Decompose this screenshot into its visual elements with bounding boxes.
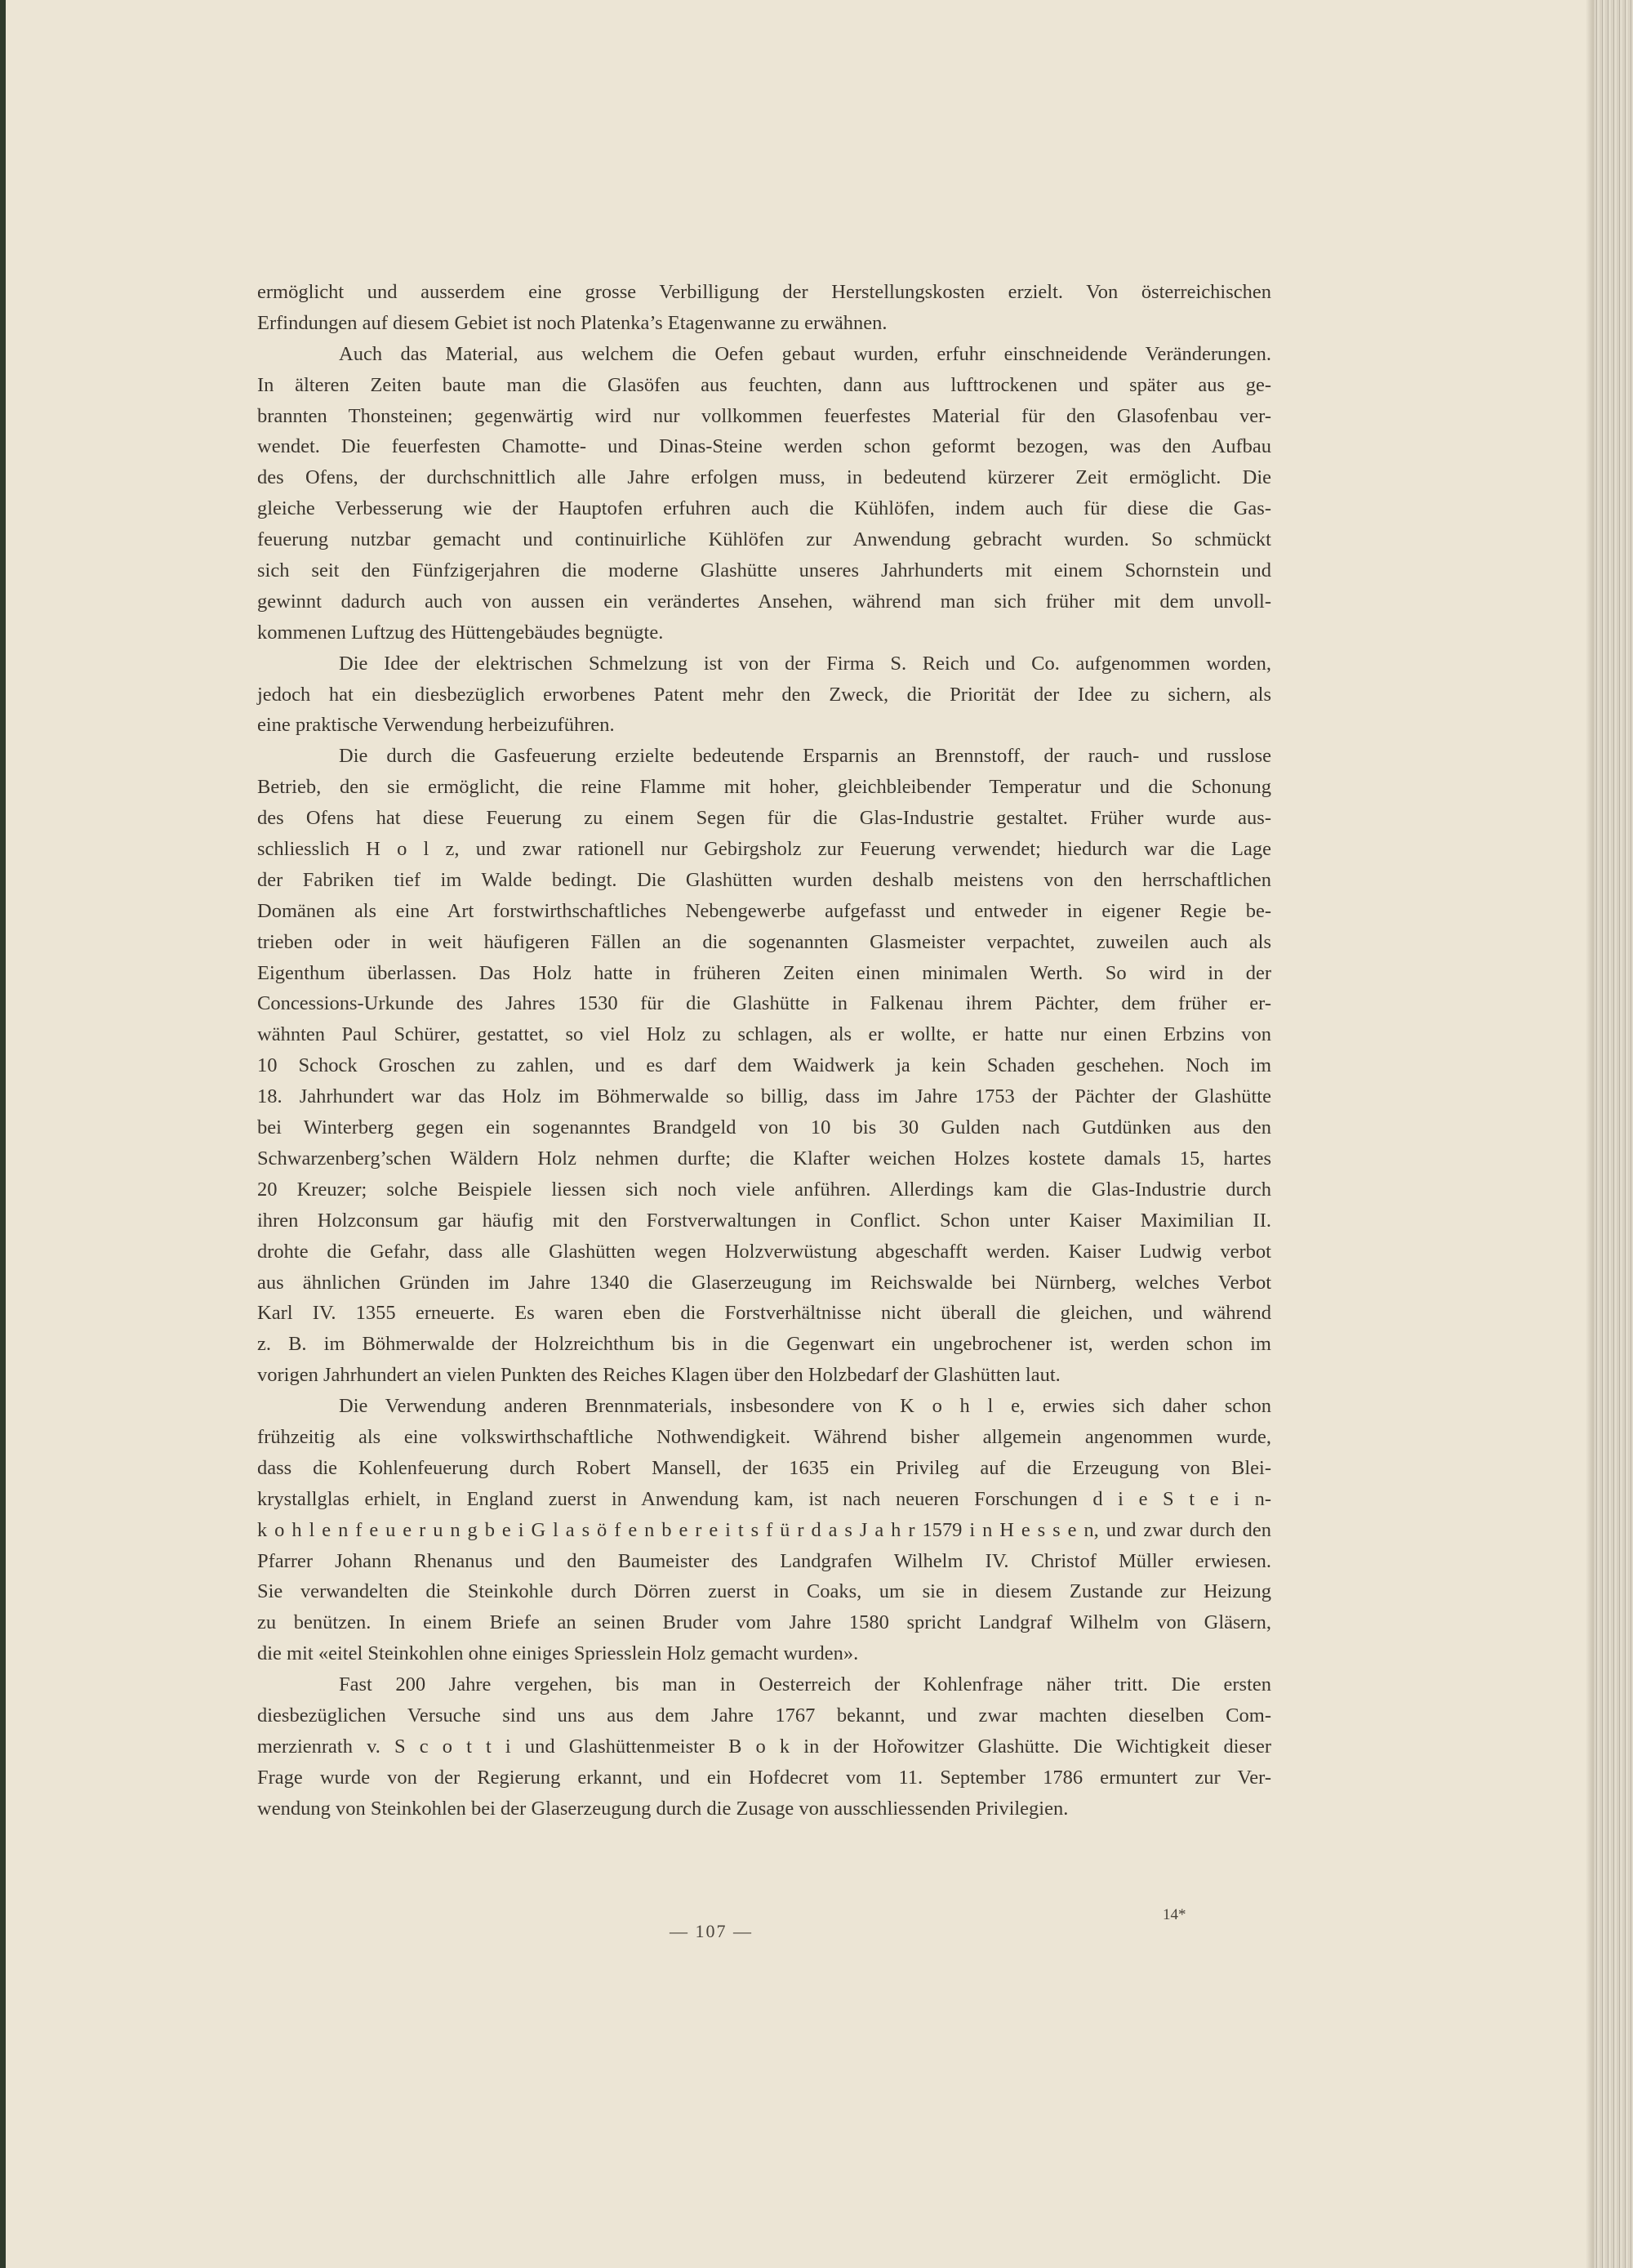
- paragraph: [257, 741, 1271, 1391]
- text-line: bei Winterberg gegen ein sogenanntes Brandgeld von 10 bis 30 Gulden nach Gutdünken aus den: [257, 1116, 1271, 1139]
- text-line: Fast 200 Jahre vergehen, bis man in Oesterreich der Kohlenfrage näher tritt. Die ersten: [339, 1673, 1271, 1696]
- text-line: Auch das Material, aus welchem die Oefen gebaut wurden, erfuhr einschneidende Veränderungen.: [339, 342, 1271, 365]
- text-line: Die Idee der elektrischen Schmelzung ist von der Firma S. Reich und Co. aufgenommen worden,: [339, 652, 1271, 675]
- text-line: 20 Kreuzer; solche Beispiele liessen sich noch viele anführen. Allerdings kam die Glas-Industrie durch: [257, 1178, 1271, 1201]
- text-line: wendet. Die feuerfesten Chamotte- und Dinas-Steine werden schon geformt bezogen, was den Aufbau: [257, 435, 1271, 458]
- text-line: sich seit den Fünfzigerjahren die moderne Glashütte unseres Jahrhunderts mit einem Schornstein und: [257, 559, 1271, 582]
- text-line: des Ofens hat diese Feuerung zu einem Segen für die Glas-Industrie gestaltet. Früher wurde aus-: [257, 807, 1271, 830]
- text-line: merzienrath v. S c o t t i und Glashüttenmeister B o k in der Hořowitzer Glashütte. Die Wichtigkeit dieser: [257, 1735, 1271, 1758]
- text-line: brannten Thonsteinen; gegenwärtig wird nur vollkommen feuerfestes Material für den Glasofenbau ver-: [257, 404, 1271, 427]
- text-line: k o h l e n f e u e r u n g b e i G l a s ö f e n b e r e i t s f ü r d a s J a h r 1579 i n H e s s e n, und zwar durch den: [257, 1518, 1271, 1541]
- text-line: Erfindungen auf diesem Gebiet ist noch Platenka’s Etagenwanne zu erwähnen.: [257, 311, 888, 334]
- text-line: Betrieb, den sie ermöglicht, die reine Flamme mit hoher, gleichbleibender Temperatur und die Schonung: [257, 776, 1271, 799]
- text-line: feuerung nutzbar gemacht und continuirliche Kühlöfen zur Anwendung gebracht wurden. So schmückt: [257, 528, 1271, 551]
- text-line: frühzeitig als eine volkswirthschaftliche Nothwendigkeit. Während bisher allgemein angenommen wurde,: [257, 1425, 1271, 1448]
- text-line: vorigen Jahrhundert an vielen Punkten des Reiches Klagen über den Holzbedarf der Glashütten laut.: [257, 1364, 1061, 1387]
- text-line: eine praktische Verwendung herbeizuführen.: [257, 714, 615, 737]
- paragraph: [257, 1391, 1271, 1669]
- text-line: die mit «eitel Steinkohlen ohne einiges Spriesslein Holz gemacht wurden».: [257, 1642, 859, 1665]
- text-line: Concessions-Urkunde des Jahres 1530 für die Glashütte in Falkenau ihrem Pächter, dem früher er-: [257, 992, 1271, 1015]
- text-line: dass die Kohlenfeuerung durch Robert Mansell, der 1635 ein Privileg auf die Erzeugung von Blei-: [257, 1456, 1271, 1479]
- text-line: Sie verwandelten die Steinkohle durch Dörren zuerst in Coaks, um sie in diesem Zustande zur Heizung: [257, 1580, 1271, 1603]
- text-line: drohte die Gefahr, dass alle Glashütten wegen Holzverwüstung abgeschafft werden. Kaiser Ludwig verbot: [257, 1240, 1271, 1263]
- body-text: [257, 277, 1271, 1825]
- text-line: Frage wurde von der Regierung erkannt, und ein Hofdecret vom 11. September 1786 ermuntert zur Ver-: [257, 1766, 1271, 1789]
- text-line: der Fabriken tief im Walde bedingt. Die Glashütten wurden deshalb meistens von den herrschaftlichen: [257, 868, 1271, 891]
- text-line: gewinnt dadurch auch von aussen ein verändertes Ansehen, während man sich früher mit dem unvoll-: [257, 590, 1271, 613]
- text-line: diesbezüglichen Versuche sind uns aus dem Jahre 1767 bekannt, und zwar machten dieselben Com-: [257, 1704, 1271, 1727]
- text-line: aus ähnlichen Gründen im Jahre 1340 die Glaserzeugung im Reichswalde bei Nürnberg, welches Verbot: [257, 1271, 1271, 1294]
- text-line: Karl IV. 1355 erneuerte. Es waren eben die Forstverhältnisse nicht überall die gleichen, und während: [257, 1302, 1271, 1325]
- paragraph: [257, 648, 1271, 742]
- text-line: wähnten Paul Schürer, gestattet, so viel Holz zu schlagen, als er wollte, er hatte nur einen Erbzins von: [257, 1023, 1271, 1046]
- text-line: 10 Schock Groschen zu zahlen, und es darf dem Waidwerk ja kein Schaden geschehen. Noch im: [257, 1054, 1271, 1077]
- text-line: gleiche Verbesserung wie der Hauptofen erfuhren auch die Kühlöfen, indem auch für diese die Gas-: [257, 497, 1271, 520]
- text-line: des Ofens, der durchschnittlich alle Jahre erfolgen muss, in bedeutend kürzerer Zeit ermöglicht. Die: [257, 466, 1271, 489]
- text-line: Die durch die Gasfeuerung erzielte bedeutende Ersparnis an Brennstoff, der rauch- und russlose: [339, 745, 1271, 768]
- text-line: wendung von Steinkohlen bei der Glaserzeugung durch die Zusage von ausschliessenden Privilegien.: [257, 1797, 1069, 1820]
- paragraph: [257, 277, 1271, 339]
- text-line: zu benützen. In einem Briefe an seinen Bruder vom Jahre 1580 spricht Landgraf Wilhelm von Gläsern,: [257, 1611, 1271, 1634]
- text-line: Domänen als eine Art forstwirthschaftliches Nebengewerbe aufgefasst und entweder in eigener Regie be-: [257, 899, 1271, 922]
- paragraph: [257, 339, 1271, 648]
- text-line: kommenen Luftzug des Hüttengebäudes begnügte.: [257, 621, 664, 644]
- signature-mark: 14*: [1163, 1906, 1186, 1923]
- text-line: Schwarzenberg’schen Wäldern Holz nehmen durfte; die Klafter weichen Holzes kostete damals 15, hartes: [257, 1147, 1271, 1170]
- text-line: ihren Holzconsum gar häufig mit den Forstverwaltungen in Conflict. Schon unter Kaiser Maximilian II.: [257, 1209, 1271, 1232]
- text-line: 18. Jahrhundert war das Holz im Böhmerwalde so billig, dass im Jahre 1753 der Pächter der Glashütte: [257, 1085, 1271, 1108]
- text-line: In älteren Zeiten baute man die Glasöfen aus feuchten, dann aus lufttrockenen und später aus ge-: [257, 373, 1271, 396]
- text-line: krystallglas erhielt, in England zuerst in Anwendung kam, ist nach neueren Forschungen d i e S t e i n-: [257, 1487, 1271, 1510]
- text-line: ermöglicht und ausserdem eine grosse Verbilligung der Herstellungskosten erzielt. Von österreichischen: [257, 281, 1271, 303]
- page-number: — 107 —: [670, 1921, 753, 1941]
- page-gutter-shadow: [1586, 0, 1594, 2268]
- text-line: Eigenthum überlassen. Das Holz hatte in früheren Zeiten einen minimalen Werth. So wird in der: [257, 961, 1271, 984]
- text-line: jedoch hat ein diesbezüglich erworbenes Patent mehr den Zweck, die Priorität der Idee zu sichern, als: [257, 683, 1271, 706]
- stacked-page-edges: [1594, 0, 1633, 2268]
- text-line: schliesslich H o l z, und zwar rationell nur Gebirgsholz zur Feuerung verwendet; hiedurch war die Lage: [257, 838, 1271, 861]
- text-line: Die Verwendung anderen Brennmaterials, insbesondere von K o h l e, erwies sich daher schon: [339, 1395, 1271, 1418]
- text-line: z. B. im Böhmerwalde der Holzreichthum bis in die Gegenwart ein ungebrochener ist, werden schon im: [257, 1333, 1271, 1356]
- paragraph: [257, 1669, 1271, 1824]
- book-binding-edge: [0, 0, 6, 2268]
- text-line: Pfarrer Johann Rhenanus und den Baumeister des Landgrafen Wilhelm IV. Christof Müller erwiesen.: [257, 1549, 1271, 1572]
- text-line: trieben oder in weit häufigeren Fällen an die sogenannten Glasmeister verpachtet, zuweilen auch als: [257, 930, 1271, 953]
